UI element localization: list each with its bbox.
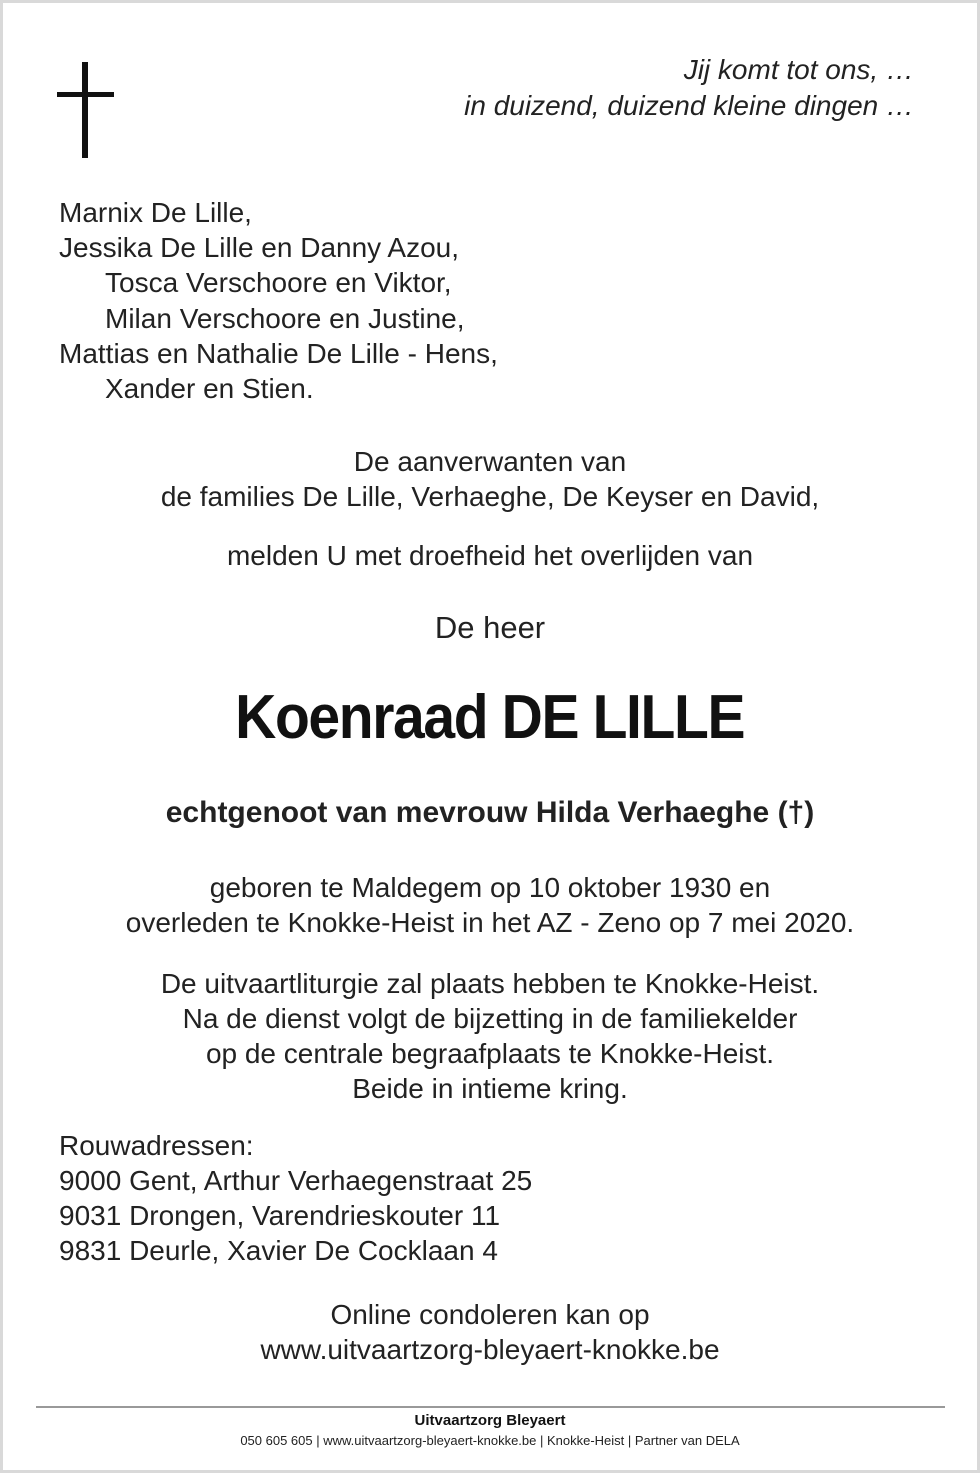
- address-line: 9000 Gent, Arthur Verhaegenstraat 25: [59, 1165, 533, 1196]
- family-member: Milan Verschoore en Justine,: [105, 302, 465, 334]
- death-line: overleden te Knokke-Heist in het AZ - Zeno op 7 mei 2020.: [125, 907, 855, 938]
- footer-info: 050 605 605 | www.uitvaartzorg-bleyaert-knokke.be | Knokke-Heist | Partner van DELA: [240, 1433, 740, 1448]
- relatives-line: De aanverwanten van: [353, 446, 627, 477]
- online-line: Online condoleren kan op: [330, 1299, 650, 1330]
- birth-line: geboren te Maldegem op 10 oktober 1930 en: [209, 872, 771, 903]
- addresses: [59, 1128, 532, 1268]
- deceased-name-wrap: [0, 680, 980, 772]
- ceremony-line: op de centrale begraafplaats te Knokke-Heist.: [205, 1038, 775, 1069]
- family-member: Jessika De Lille en Danny Azou,: [59, 232, 459, 264]
- deceased-name: Koenraad DE LILLE: [235, 683, 745, 752]
- ceremony-line: Beide in intieme kring.: [352, 1073, 628, 1104]
- spouse-line: echtgenoot van mevrouw Hilda Verhaeghe (†): [165, 796, 815, 829]
- cross-icon-bar: [57, 92, 114, 97]
- ceremony-line: De uitvaartliturgie zal plaats hebben te Knokke-Heist.: [160, 968, 820, 999]
- quote-line-1: Jij komt tot ons, …: [683, 54, 914, 85]
- quote: [464, 52, 914, 124]
- online-link[interactable]: www.uitvaartzorg-bleyaert-knokke.be: [260, 1334, 720, 1365]
- ceremony: [0, 966, 980, 1106]
- address-line: 9831 Deurle, Xavier De Cocklaan 4: [59, 1235, 498, 1266]
- announcement: melden U met droefheid het overlijden van: [226, 540, 754, 571]
- birth-death: [0, 870, 980, 940]
- online-condolences: [0, 1297, 980, 1367]
- cross-icon: [82, 62, 88, 158]
- address-line: 9031 Drongen, Varendrieskouter 11: [59, 1200, 501, 1231]
- relatives-line: de families De Lille, Verhaeghe, De Keyser en David,: [160, 481, 820, 512]
- footer-divider: [36, 1406, 945, 1408]
- honorific: De heer: [434, 610, 546, 645]
- addresses-heading: Rouwadressen:: [59, 1130, 254, 1161]
- relatives: [0, 444, 980, 514]
- family-member: Mattias en Nathalie De Lille - Hens,: [59, 337, 498, 369]
- family-member: Tosca Verschoore en Viktor,: [105, 267, 452, 299]
- family-member: Marnix De Lille,: [59, 197, 252, 228]
- family-member: Xander en Stien.: [105, 373, 314, 405]
- quote-line-2: in duizend, duizend kleine dingen …: [464, 90, 914, 121]
- family-list: [59, 195, 498, 406]
- footer-company: Uitvaartzorg Bleyaert: [414, 1412, 566, 1429]
- ceremony-line: Na de dienst volgt de bijzetting in de familiekelder: [182, 1003, 798, 1034]
